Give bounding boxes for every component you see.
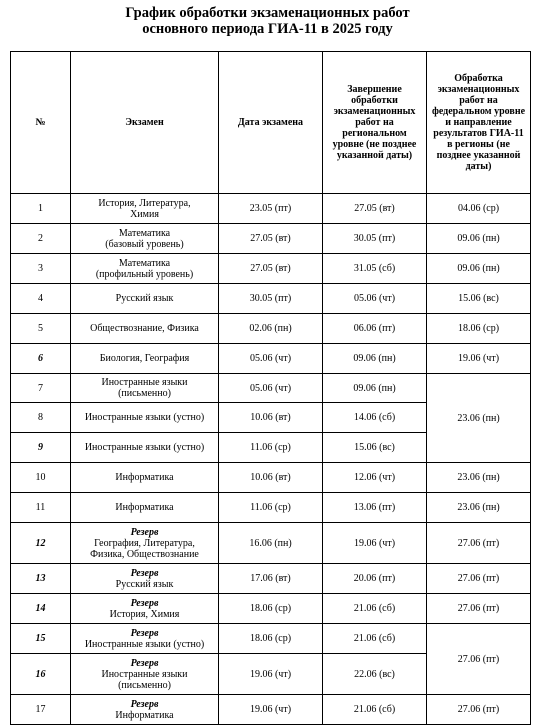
regional-date: 06.06 (пт): [323, 314, 427, 344]
header-federal-processing: Обработка экзаменационных работ на федеральном уровне и направление результатов ГИА-11 в регионы (не позднее указанной даты): [427, 52, 531, 194]
table-row: [11, 594, 531, 624]
exam-date: 11.06 (ср): [219, 493, 323, 523]
exam-name: История, Литература,: [98, 197, 191, 209]
title-line-1: График обработки экзаменационных работ: [125, 5, 410, 21]
reserve-label: Резерв: [130, 526, 159, 538]
exam-date: 02.06 (пн): [219, 314, 323, 344]
exam-cell: [71, 194, 219, 224]
row-number: 13: [11, 564, 71, 594]
header-regional-completion: Завершение обработки экзаменационных работ на региональном уровне (не позднее указанной даты): [323, 52, 427, 194]
exam-name: Химия: [130, 208, 159, 220]
row-number: 2: [11, 224, 71, 254]
exam-name: Информатика: [115, 502, 174, 513]
exam-cell: [71, 314, 219, 344]
row-number: 4: [11, 284, 71, 314]
table-row: [11, 564, 531, 594]
federal-date: 27.06 (пт): [427, 695, 531, 725]
regional-date: 31.05 (сб): [323, 254, 427, 284]
table-row: [11, 624, 531, 654]
table-row: [11, 254, 531, 284]
table-row: [11, 284, 531, 314]
exam-date: 18.06 (ср): [219, 594, 323, 624]
exam-name: (профильный уровень): [95, 268, 194, 280]
exam-cell: [71, 224, 219, 254]
exam-name: Физика, Обществознание: [90, 548, 199, 560]
exam-name: История, Химия: [109, 608, 180, 620]
exam-cell: [71, 254, 219, 284]
exam-cell: [71, 594, 219, 624]
exam-cell: [71, 433, 219, 463]
federal-date: 23.06 (пн): [427, 493, 531, 523]
exam-name: Иностранные языки (устно): [84, 412, 205, 423]
exam-name: Иностранные языки (устно): [84, 638, 205, 650]
reserve-label: Резерв: [130, 698, 159, 710]
exam-name: География, Литература,: [94, 537, 195, 549]
table-row: [11, 374, 531, 403]
exam-cell: [71, 695, 219, 725]
federal-date: 19.06 (чт): [427, 344, 531, 374]
exam-date: 05.06 (чт): [219, 344, 323, 374]
table-row: [11, 344, 531, 374]
exam-name: Математика: [118, 227, 171, 239]
regional-date: 20.06 (пт): [323, 564, 427, 594]
exam-date: 10.06 (вт): [219, 463, 323, 493]
exam-name: Обществознание, Физика: [90, 323, 199, 334]
exam-cell: [71, 624, 219, 654]
exam-date: 18.06 (ср): [219, 624, 323, 654]
table-row: [11, 314, 531, 344]
regional-date: 22.06 (вс): [323, 654, 427, 695]
exam-name: (базовый уровень): [105, 238, 184, 250]
regional-date: 21.06 (сб): [323, 624, 427, 654]
federal-date-merged: 23.06 (пн): [427, 374, 531, 463]
title-line-2: основного периода ГИА-11 в 2025 году: [142, 21, 393, 37]
exam-cell: [71, 654, 219, 695]
regional-date: 09.06 (пн): [323, 344, 427, 374]
exam-cell: [71, 374, 219, 403]
regional-date: 15.06 (вс): [323, 433, 427, 463]
exam-name: (письменно): [118, 679, 171, 691]
federal-date: 15.06 (вс): [427, 284, 531, 314]
exam-name: Информатика: [115, 472, 174, 483]
row-number: 12: [11, 523, 71, 564]
exam-date: 16.06 (пн): [219, 523, 323, 564]
table-row: [11, 463, 531, 493]
row-number: 10: [11, 463, 71, 493]
header-number: №: [11, 52, 71, 194]
row-number: 11: [11, 493, 71, 523]
exam-date: 19.06 (чт): [219, 695, 323, 725]
row-number: 8: [11, 403, 71, 433]
federal-date-merged: 27.06 (пт): [427, 624, 531, 695]
row-number: 9: [11, 433, 71, 463]
exam-name: Математика: [118, 257, 171, 269]
exam-cell: [71, 493, 219, 523]
regional-date: 19.06 (чт): [323, 523, 427, 564]
exam-name: (письменно): [118, 388, 171, 399]
exam-name: Русский язык: [115, 293, 174, 304]
table-row: [11, 493, 531, 523]
row-number: 7: [11, 374, 71, 403]
federal-date: 09.06 (пн): [427, 224, 531, 254]
reserve-label: Резерв: [130, 597, 159, 609]
exam-date: 17.06 (вт): [219, 564, 323, 594]
row-number: 15: [11, 624, 71, 654]
exam-cell: [71, 564, 219, 594]
regional-date: 05.06 (чт): [323, 284, 427, 314]
exam-cell: [71, 403, 219, 433]
federal-date: 09.06 (пн): [427, 254, 531, 284]
federal-date: 27.06 (пт): [427, 594, 531, 624]
reserve-label: Резерв: [130, 657, 159, 669]
regional-date: 27.05 (вт): [323, 194, 427, 224]
federal-date: 23.06 (пн): [427, 463, 531, 493]
exam-date: 27.05 (вт): [219, 224, 323, 254]
exam-date: 30.05 (пт): [219, 284, 323, 314]
table-header-row: [11, 52, 531, 194]
row-number: 5: [11, 314, 71, 344]
row-number: 3: [11, 254, 71, 284]
federal-date: 04.06 (ср): [427, 194, 531, 224]
exam-name: Русский язык: [115, 578, 174, 590]
schedule-table: [10, 51, 531, 725]
exam-date: 10.06 (вт): [219, 403, 323, 433]
reserve-label: Резерв: [130, 567, 159, 579]
exam-cell: [71, 344, 219, 374]
exam-cell: [71, 463, 219, 493]
regional-date: 14.06 (сб): [323, 403, 427, 433]
exam-date: 23.05 (пт): [219, 194, 323, 224]
exam-cell: [71, 284, 219, 314]
header-exam: Экзамен: [71, 52, 219, 194]
table-row: [11, 695, 531, 725]
exam-name: Иностранные языки: [101, 377, 188, 388]
row-number: 1: [11, 194, 71, 224]
regional-date: 09.06 (пн): [323, 374, 427, 403]
regional-date: 21.06 (сб): [323, 695, 427, 725]
exam-name: Биология, География: [99, 353, 190, 364]
document-title: [0, 5, 535, 37]
regional-date: 30.05 (пт): [323, 224, 427, 254]
table-row: [11, 224, 531, 254]
exam-date: 19.06 (чт): [219, 654, 323, 695]
row-number: 16: [11, 654, 71, 695]
regional-date: 12.06 (чт): [323, 463, 427, 493]
federal-date: 18.06 (ср): [427, 314, 531, 344]
exam-name: Иностранные языки: [101, 668, 188, 680]
exam-cell: [71, 523, 219, 564]
regional-date: 13.06 (пт): [323, 493, 427, 523]
table-row: [11, 523, 531, 564]
header-exam-date: Дата экзамена: [219, 52, 323, 194]
federal-date: 27.06 (пт): [427, 564, 531, 594]
exam-date: 27.05 (вт): [219, 254, 323, 284]
exam-date: 11.06 (ср): [219, 433, 323, 463]
exam-date: 05.06 (чт): [219, 374, 323, 403]
exam-name: Информатика: [115, 709, 174, 721]
exam-name: Иностранные языки (устно): [84, 442, 205, 453]
row-number: 14: [11, 594, 71, 624]
row-number: 17: [11, 695, 71, 725]
reserve-label: Резерв: [130, 627, 159, 639]
federal-date: 27.06 (пт): [427, 523, 531, 564]
row-number: 6: [11, 344, 71, 374]
table-row: [11, 194, 531, 224]
regional-date: 21.06 (сб): [323, 594, 427, 624]
